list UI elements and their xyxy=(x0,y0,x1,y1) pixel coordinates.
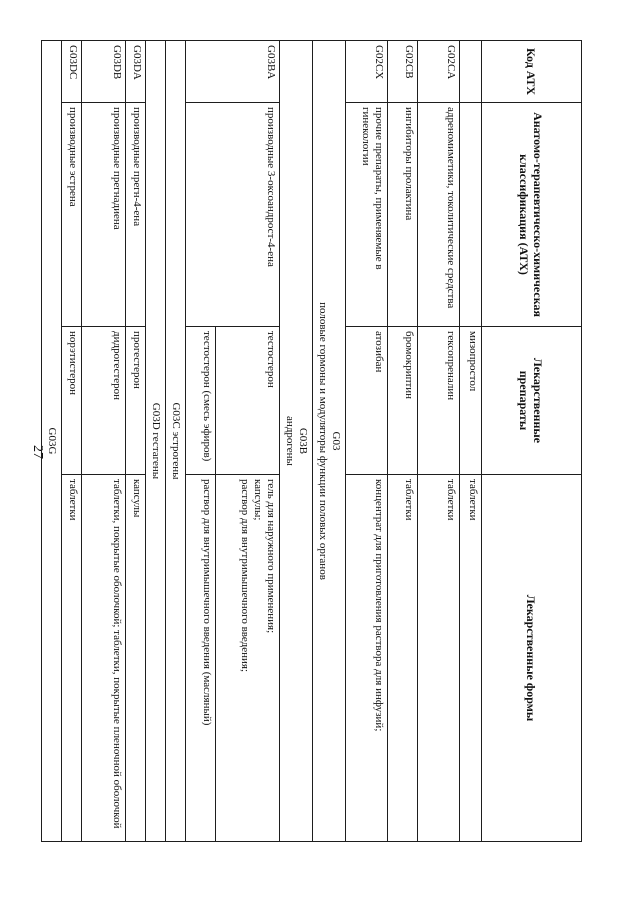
cell-forms: таблетки xyxy=(388,475,418,842)
section-g03-title: половые гормоны и модуляторы функции половых органов xyxy=(317,302,329,580)
header-row xyxy=(482,41,582,842)
cell-code: G02CX xyxy=(346,41,388,103)
table-row xyxy=(216,41,280,842)
cell-code: G03DA xyxy=(126,41,146,103)
cell-forms: концентрат для приготовления раствора для инфузий; xyxy=(346,475,388,842)
cell-atc: ингибиторы пролактина xyxy=(388,103,418,327)
section-g03g: G03G xyxy=(42,41,62,842)
cell-code: G03BA xyxy=(186,41,280,103)
form-line: гель для наружного применения; xyxy=(265,479,277,634)
cell-forms: раствор для внутримышечного введения (масляный) xyxy=(186,475,216,842)
cell-forms xyxy=(216,475,280,842)
section-row-g03 xyxy=(313,41,346,842)
section-g03c: G03C эстрогены xyxy=(166,41,186,842)
header-forms: Лекарственные формы xyxy=(482,475,582,842)
cell-forms: таблетки xyxy=(62,475,82,842)
cell-preparation: прогестерон xyxy=(126,327,146,475)
table-row xyxy=(126,41,146,842)
section-g03 xyxy=(313,41,346,842)
section-g03-code: G03 xyxy=(330,431,342,451)
form-line: капсулы; xyxy=(252,479,264,521)
cell-forms: таблетки xyxy=(460,475,482,842)
header-preparations: Лекарственные препараты xyxy=(482,327,582,475)
drug-table xyxy=(41,40,582,842)
drug-table-container xyxy=(46,40,582,841)
cell-atc: прочие препараты, применяемые в гинекологии xyxy=(346,103,388,327)
table-row xyxy=(418,41,460,842)
section-g03b-code: G03B xyxy=(297,427,309,455)
cell-code: G03DC xyxy=(62,41,82,103)
section-row-g03d xyxy=(146,41,166,842)
section-g03b xyxy=(280,41,313,842)
cell-forms: таблетки, покрытые оболочкой; таблетки, покрытые пленочной оболочкой xyxy=(82,475,126,842)
table-row xyxy=(62,41,82,842)
header-code: Код АТХ xyxy=(482,41,582,103)
cell-preparation: тестостерон xyxy=(216,327,280,475)
section-g03b-title: андрогены xyxy=(284,416,296,466)
section-g03d: G03D гестагены xyxy=(146,41,166,842)
table-row xyxy=(82,41,126,842)
table-row xyxy=(388,41,418,842)
cell-preparation: бромокриптин xyxy=(388,327,418,475)
cell-code: G02CB xyxy=(388,41,418,103)
cell-atc: адреномиметики, токолитические средства xyxy=(418,103,460,327)
cell-preparation: тестостерон (смесь эфиров) xyxy=(186,327,216,475)
cell-atc: производные прегн-4-ена xyxy=(126,103,146,327)
table-row xyxy=(346,41,388,842)
page-number: 27 xyxy=(30,445,45,459)
cell-forms: таблетки xyxy=(418,475,460,842)
cell-code: G02CA xyxy=(418,41,460,103)
form-line: раствор для внутримышечного введения; xyxy=(239,479,251,673)
cell-atc: производные прегнадиена xyxy=(82,103,126,327)
section-row-g03b xyxy=(280,41,313,842)
cell-preparation: дидрогестерон xyxy=(82,327,126,475)
cell-atc: производные эстрена xyxy=(62,103,82,327)
cell-preparation: атозибан xyxy=(346,327,388,475)
cell-atc xyxy=(460,103,482,327)
cell-forms: капсулы xyxy=(126,475,146,842)
cell-preparation: норэтистерон xyxy=(62,327,82,475)
cell-code: G03DB xyxy=(82,41,126,103)
header-atc: Анатомо-терапевтическо-химическая классификация (АТХ) xyxy=(482,103,582,327)
section-row-g03g xyxy=(42,41,62,842)
cell-atc: производные 3-оксоандрост-4-ена xyxy=(186,103,280,327)
table-row xyxy=(460,41,482,842)
cell-preparation: мизопростол xyxy=(460,327,482,475)
cell-code xyxy=(460,41,482,103)
cell-preparation: гексопреналин xyxy=(418,327,460,475)
section-row-g03c xyxy=(166,41,186,842)
